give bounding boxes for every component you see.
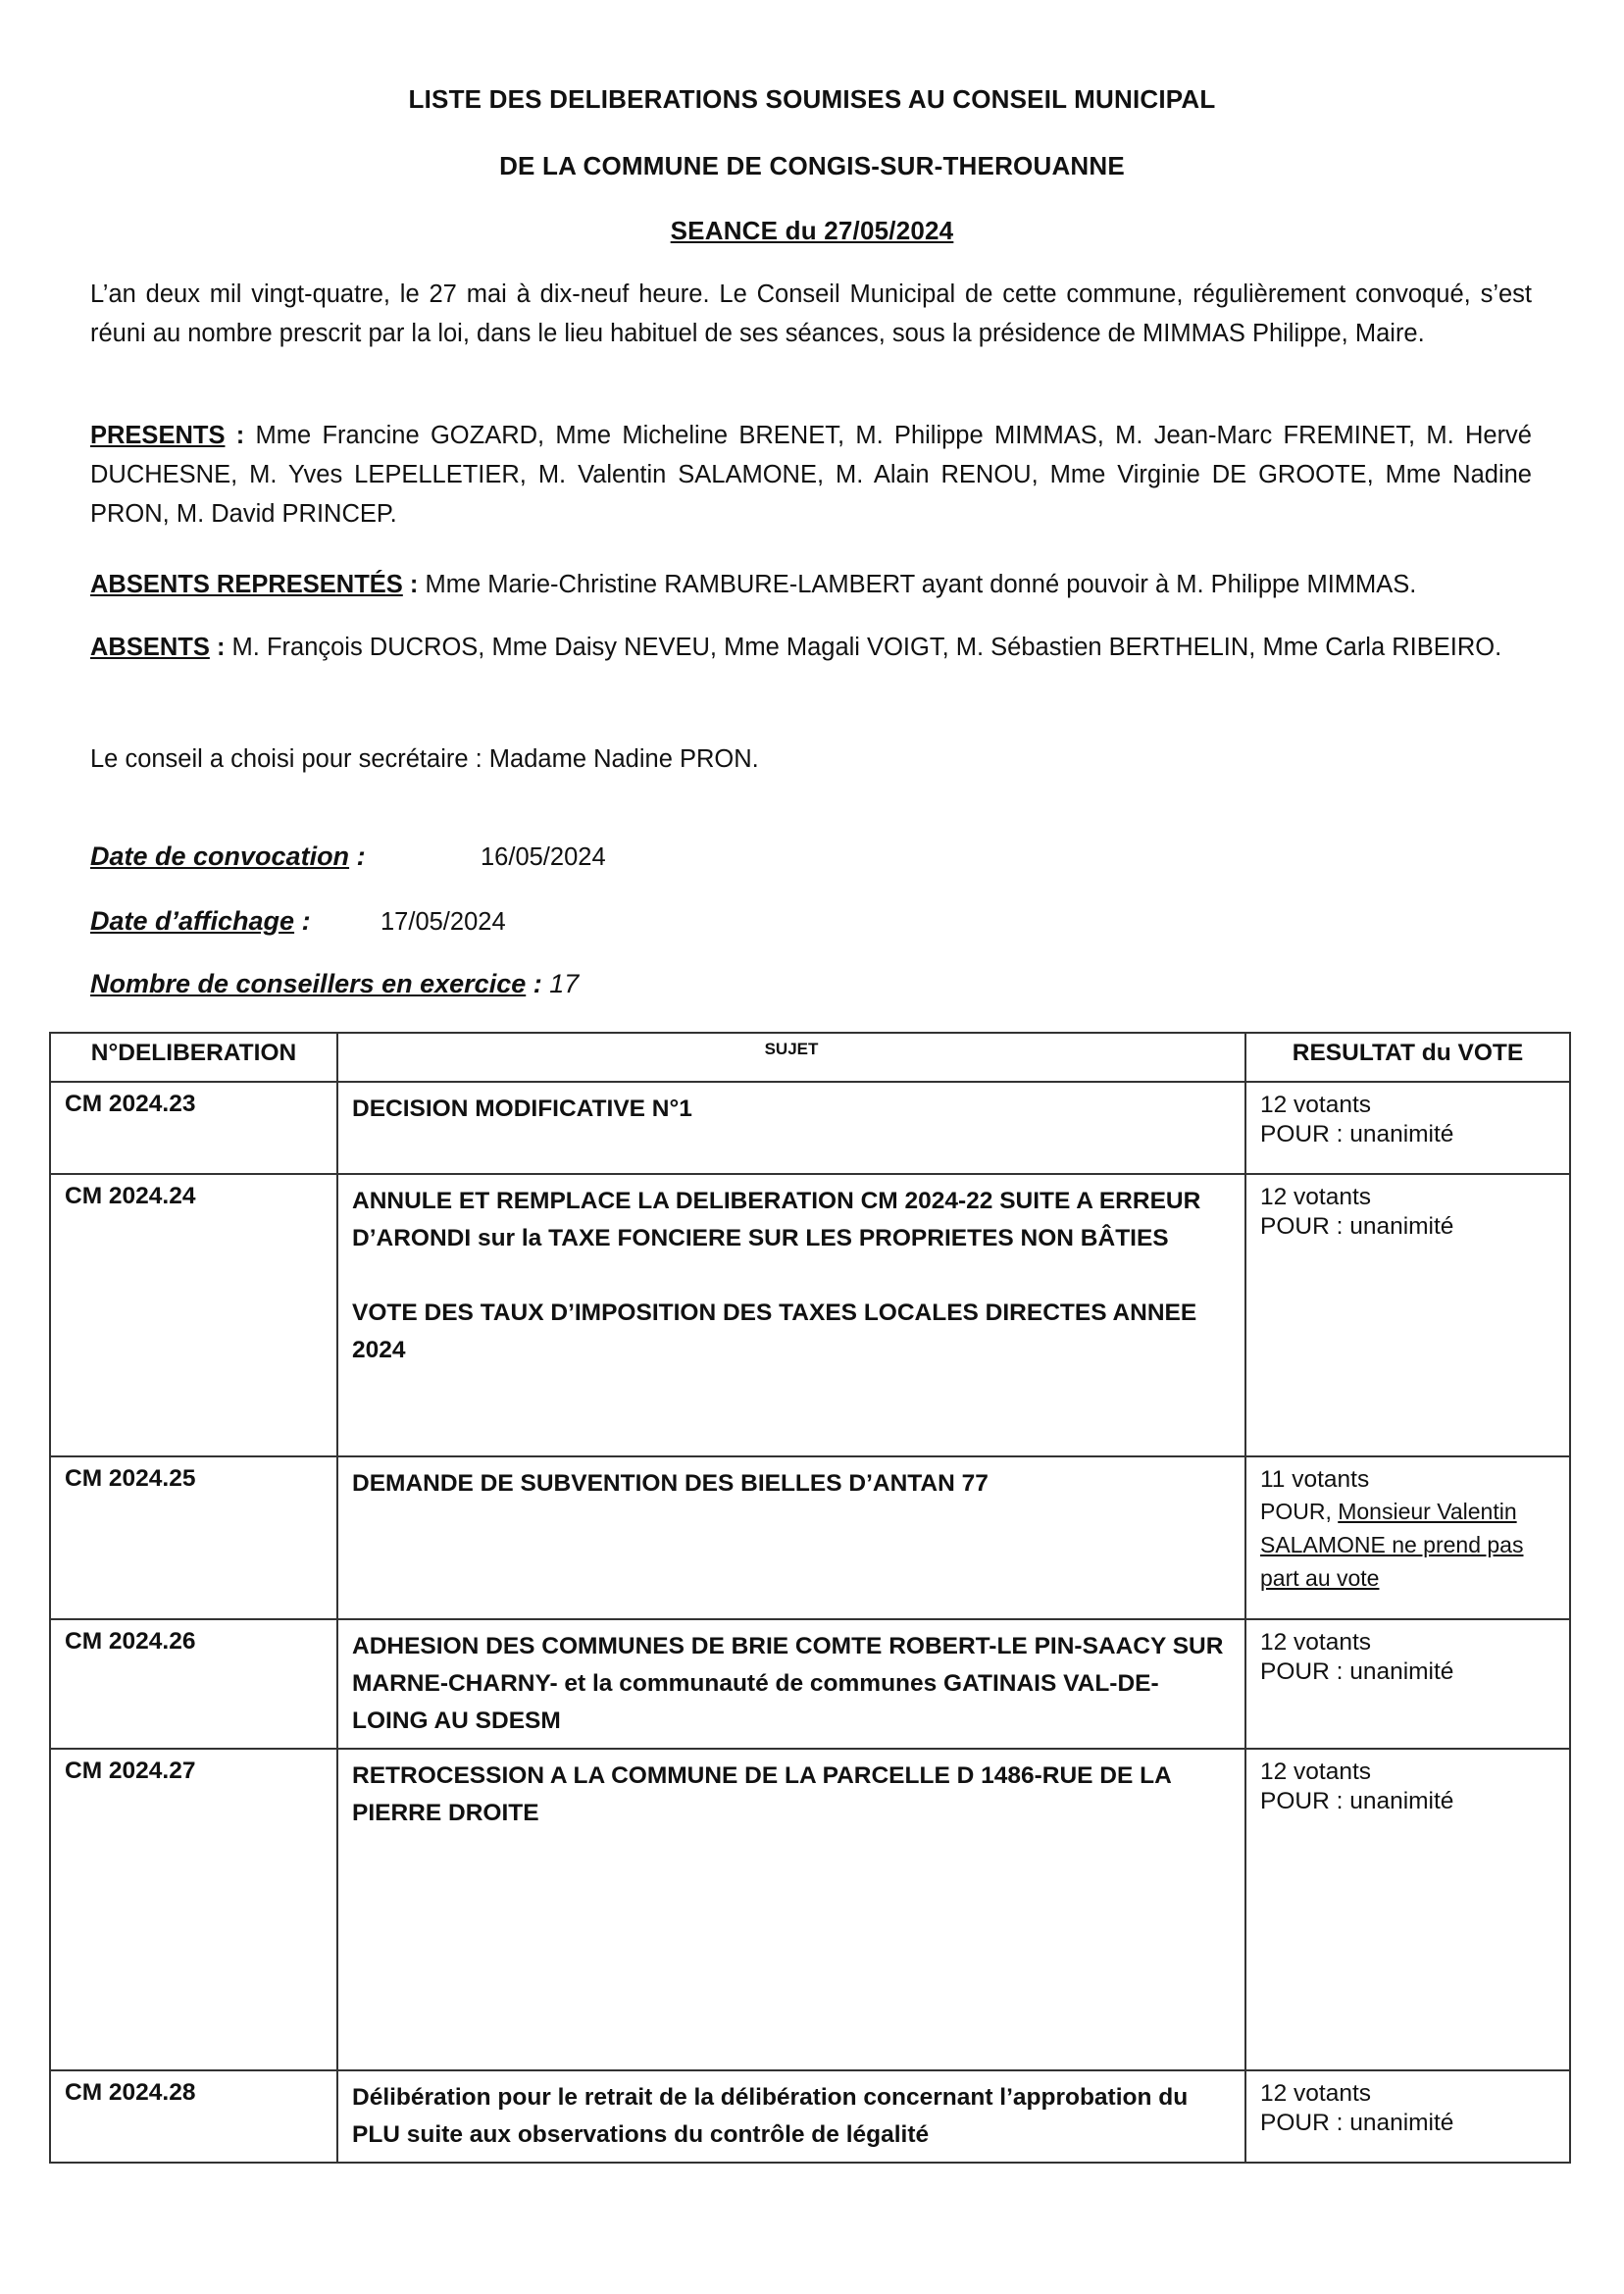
intro-paragraph: L’an deux mil vingt-quatre, le 27 mai à dix-neuf heure. Le Conseil Municipal de cette commune, régulièrement convoqué, s’est réuni au nombre prescrit par la loi, dans le lieu habituel de ses séances, sous la présidence de MIMMAS Philippe, Maire. xyxy=(90,280,1532,347)
table-row xyxy=(50,1174,1570,1456)
table-row xyxy=(50,1749,1570,2070)
date-affichage-separator: : xyxy=(294,906,311,936)
deliberation-subject xyxy=(337,1456,1245,1619)
vote-result xyxy=(1245,1456,1570,1619)
date-affichage-value: 17/05/2024 xyxy=(381,908,506,936)
date-affichage-label: Date d’affichage xyxy=(90,906,295,936)
vote-outcome: POUR : unanimité xyxy=(1260,1121,1454,1147)
absents-paragraph xyxy=(90,628,1532,667)
secretaire-paragraph: Le conseil a choisi pour secrétaire : Madame Nadine PRON. xyxy=(90,745,759,773)
presents-paragraph xyxy=(90,416,1532,534)
vote-result xyxy=(1245,1082,1570,1174)
votants-count: 12 votants xyxy=(1260,2080,1372,2107)
nombre-conseillers xyxy=(90,969,579,999)
absents-representes-label: ABSENTS REPRESENTÉS xyxy=(90,571,403,598)
table-row xyxy=(50,1082,1570,1174)
deliberation-subject xyxy=(337,2070,1245,2163)
vote-result xyxy=(1245,1174,1570,1456)
date-affichage xyxy=(90,906,506,937)
vote-result xyxy=(1245,1619,1570,1749)
vote-outcome: POUR : unanimité xyxy=(1260,1213,1454,1240)
date-convocation-separator: : xyxy=(349,841,366,871)
vote-result xyxy=(1245,2070,1570,2163)
vote-result xyxy=(1245,1749,1570,2070)
subject-line: ADHESION DES COMMUNES DE BRIE COMTE ROBERT-LE PIN-SAACY SUR MARNE-CHARNY- et la communauté de communes GATINAIS VAL-DE-LOING AU SDESM xyxy=(352,1633,1224,1734)
document-title: LISTE DES DELIBERATIONS SOUMISES AU CONSEIL MUNICIPAL xyxy=(408,84,1216,114)
absents-separator: : xyxy=(209,634,232,661)
absents-list: M. François DUCROS, Mme Daisy NEVEU, Mme Magali VOIGT, M. Sébastien BERTHELIN, Mme Carla RIBEIRO. xyxy=(231,634,1502,661)
deliberation-number: CM 2024.28 xyxy=(50,2070,337,2163)
table-row xyxy=(50,1619,1570,1749)
deliberation-number: CM 2024.27 xyxy=(50,1749,337,2070)
deliberation-subject xyxy=(337,1174,1245,1456)
votants-count: 12 votants xyxy=(1260,1092,1372,1118)
deliberation-subject xyxy=(337,1082,1245,1174)
vote-outcome: POUR : unanimité xyxy=(1260,1788,1454,1814)
subject-line: DECISION MODIFICATIVE N°1 xyxy=(352,1096,692,1122)
presents-list: Mme Francine GOZARD, Mme Micheline BRENET, M. Philippe MIMMAS, M. Jean-Marc FREMINET, M. Hervé DUCHESNE, M. Yves LEPELLETIER, M. Valentin SALAMONE, M. Alain RENOU, Mme Virginie DE GROOTE, Mme Nadine PRON, M. David PRINCEP. xyxy=(90,422,1532,528)
votants-count: 12 votants xyxy=(1260,1759,1372,1785)
absents-representes-paragraph xyxy=(90,565,1532,604)
date-convocation xyxy=(90,841,606,872)
subject-line: RETROCESSION A LA COMMUNE DE LA PARCELLE D 1486-RUE DE LA PIERRE DROITE xyxy=(352,1762,1171,1826)
header-resultat: RESULTAT du VOTE xyxy=(1245,1033,1570,1082)
vote-outcome-prefix: POUR, xyxy=(1260,1499,1339,1524)
nombre-conseillers-separator: : xyxy=(526,969,542,998)
presents-separator: : xyxy=(225,422,256,449)
vote-outcome-note: Monsieur Valentin SALAMONE ne prend pas part au vote xyxy=(1260,1499,1524,1591)
session-title: SEANCE du 27/05/2024 xyxy=(670,216,954,245)
vote-outcome: POUR : unanimité xyxy=(1260,2110,1454,2136)
vote-outcome: POUR : unanimité xyxy=(1260,1658,1454,1685)
deliberation-number: CM 2024.25 xyxy=(50,1456,337,1619)
date-convocation-value: 16/05/2024 xyxy=(481,843,606,871)
absents-label: ABSENTS xyxy=(90,634,210,661)
header-numero: N°DELIBERATION xyxy=(50,1033,337,1082)
presents-label: PRESENTS xyxy=(90,422,226,449)
table-row xyxy=(50,1456,1570,1619)
deliberation-number: CM 2024.26 xyxy=(50,1619,337,1749)
subject-line: DEMANDE DE SUBVENTION DES BIELLES D’ANTAN 77 xyxy=(352,1470,989,1497)
votants-count: 12 votants xyxy=(1260,1629,1372,1656)
deliberation-number: CM 2024.23 xyxy=(50,1082,337,1174)
subject-line: Délibération pour le retrait de la délibération concernant l’approbation du PLU suite aux observations du contrôle de légalité xyxy=(352,2084,1189,2148)
deliberation-subject xyxy=(337,1749,1245,2070)
table-row xyxy=(50,2070,1570,2163)
deliberation-number: CM 2024.24 xyxy=(50,1174,337,1456)
votants-count: 11 votants xyxy=(1260,1466,1370,1493)
header-sujet: SUJET xyxy=(337,1033,1245,1082)
absents-representes-list: Mme Marie-Christine RAMBURE-LAMBERT ayant donné pouvoir à M. Philippe MIMMAS. xyxy=(425,571,1417,598)
nombre-conseillers-label: Nombre de conseillers en exercice xyxy=(90,969,527,998)
nombre-conseillers-value: 17 xyxy=(541,969,580,998)
absents-representes-separator: : xyxy=(402,571,426,598)
subject-line: ANNULE ET REMPLACE LA DELIBERATION CM 2024-22 SUITE A ERREUR D’ARONDI sur la TAXE FONCIERE SUR LES PROPRIETES NON BÂTIES xyxy=(352,1188,1201,1251)
deliberation-subject xyxy=(337,1619,1245,1749)
table-header-row xyxy=(50,1033,1570,1082)
deliberations-table xyxy=(49,1032,1571,2164)
subject-line: VOTE DES TAUX D’IMPOSITION DES TAXES LOCALES DIRECTES ANNEE 2024 xyxy=(352,1300,1197,1363)
date-convocation-label: Date de convocation xyxy=(90,841,350,871)
votants-count: 12 votants xyxy=(1260,1184,1372,1210)
commune-title: DE LA COMMUNE DE CONGIS-SUR-THEROUANNE xyxy=(499,151,1125,180)
